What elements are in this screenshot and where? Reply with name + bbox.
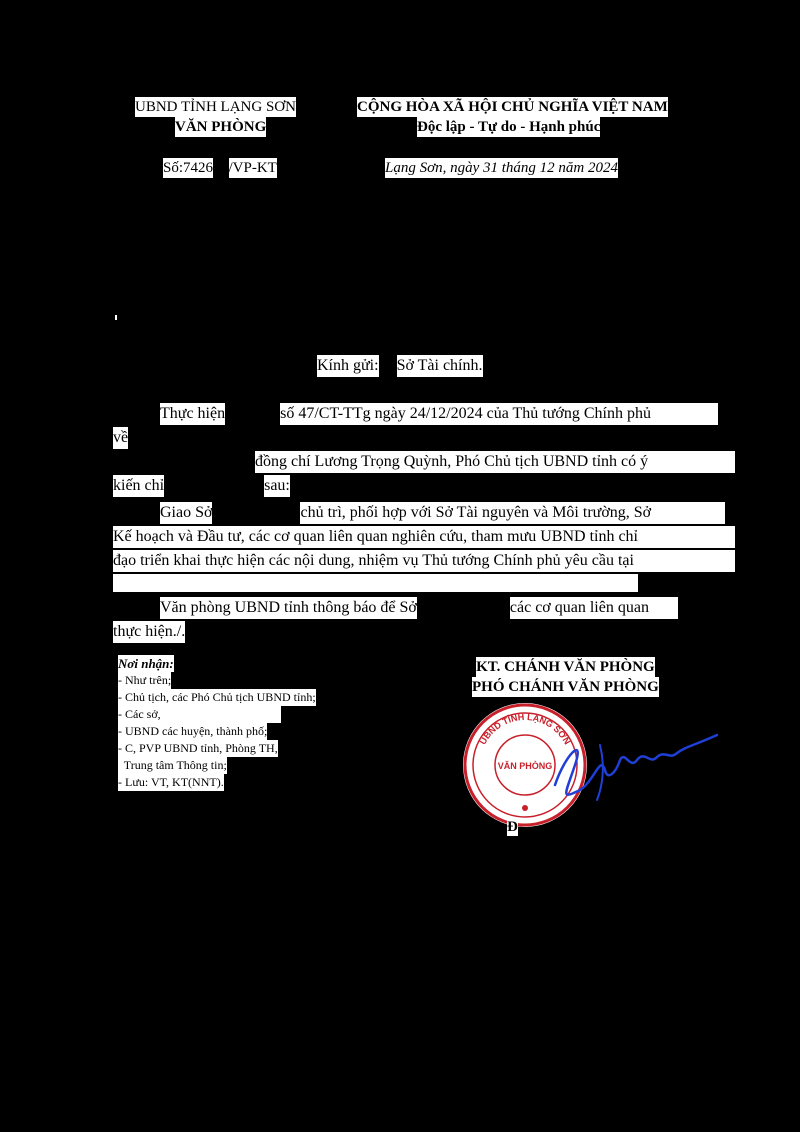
agency-name: UBND TỈNH LẠNG SƠN	[135, 99, 296, 115]
recipient-item: - Như trên;	[118, 673, 172, 687]
recipient-list	[118, 655, 316, 791]
seal-center-text: VĂN PHÒNG	[497, 761, 553, 771]
signature-block	[472, 657, 659, 697]
stray-mark	[115, 315, 117, 320]
nation-block	[357, 97, 668, 137]
recipient-title: Nơi nhận:	[118, 656, 174, 671]
addressee-label: Kính gửi:	[317, 355, 379, 377]
nation-title: CỘNG HÒA XÃ HỘI CHỦ NGHĨA VIỆT NAM	[357, 99, 668, 115]
document-number: Số:7426 /VP-KT	[163, 160, 277, 176]
recipient-item: - Chủ tịch, các Phó Chủ tịch UBND tỉnh;	[118, 690, 316, 704]
addressee-value: Sở Tài chính.	[397, 355, 483, 377]
recipient-item: - Các sở,	[118, 707, 161, 721]
handwritten-signature	[545, 715, 725, 805]
signature-title-2: PHÓ CHÁNH VĂN PHÒNG	[472, 679, 659, 695]
recipient-item: - C, PVP UBND tỉnh, Phòng TH,	[118, 741, 278, 755]
seal-arc-text: UBND TỈNH LẠNG SƠN	[477, 711, 573, 747]
signer-initial: Đ	[507, 819, 518, 835]
redacted-line	[113, 574, 638, 592]
nation-motto: Độc lập - Tự do - Hạnh phúc	[417, 119, 601, 135]
recipient-item: - Lưu: VT, KT(NNT).	[118, 775, 224, 789]
addressee	[317, 355, 483, 377]
recipient-item: - UBND các huyện, thành phố;	[118, 724, 268, 738]
document-page: UBND TỈNH LẠNG SƠN VĂN PHÒNG Số:7426 /VP-KT CỘNG HÒA XÃ HỘI CHỦ NGHĨA VIỆT NAM Độc lập - Tự do - Hạnh phúc Lạng Sơn, ngày 31 tháng 12 năm 2024 Kính gửi: Sở Tài chính. Thực hiện số 47/CT-TTg ngày 24/12/2024 của Thủ tướng Chính phủ về đồng chí Lương Trọng Quỳnh, Phó Chủ tịch UBND tỉnh có ý kiến chỉ sau: Giao Sở chủ trì, phối hợp với Sở Tài nguyên và Môi trường, Sở Kế hoạch và Đầu tư, các cơ quan liên quan nghiên cứu, tham mưu UBND tỉnh chỉ đạo triển khai thực hiện các nội dung, nhiệm vụ Thủ tướng Chính phủ yêu cầu tại Văn phòng UBND tỉnh thông báo để Sở các cơ quan liên quan thực hiện./. Nơi nhận: - Như trên; - Chủ tịch, các Phó Chủ tịch UBND tỉnh; - Các sở, - UBND các huyện, thành phố; - C, PVP UBND tỉnh, Phòng TH, Trung tâm Thông tin; - Lưu: VT, KT(NNT). KT. CHÁNH VĂN PHÒNG PHÓ CHÁNH VĂN PHÒNG UBND TỈNH LẠNG SƠN VĂN PHÒNG Đ	[0, 0, 800, 1132]
place-date: Lạng Sơn, ngày 31 tháng 12 năm 2024	[385, 160, 619, 176]
agency-office: VĂN PHÒNG	[175, 119, 267, 135]
recipient-item: Trung tâm Thông tin;	[118, 758, 227, 772]
agency-block	[135, 97, 296, 137]
signature-title-1: KT. CHÁNH VĂN PHÒNG	[476, 659, 655, 675]
